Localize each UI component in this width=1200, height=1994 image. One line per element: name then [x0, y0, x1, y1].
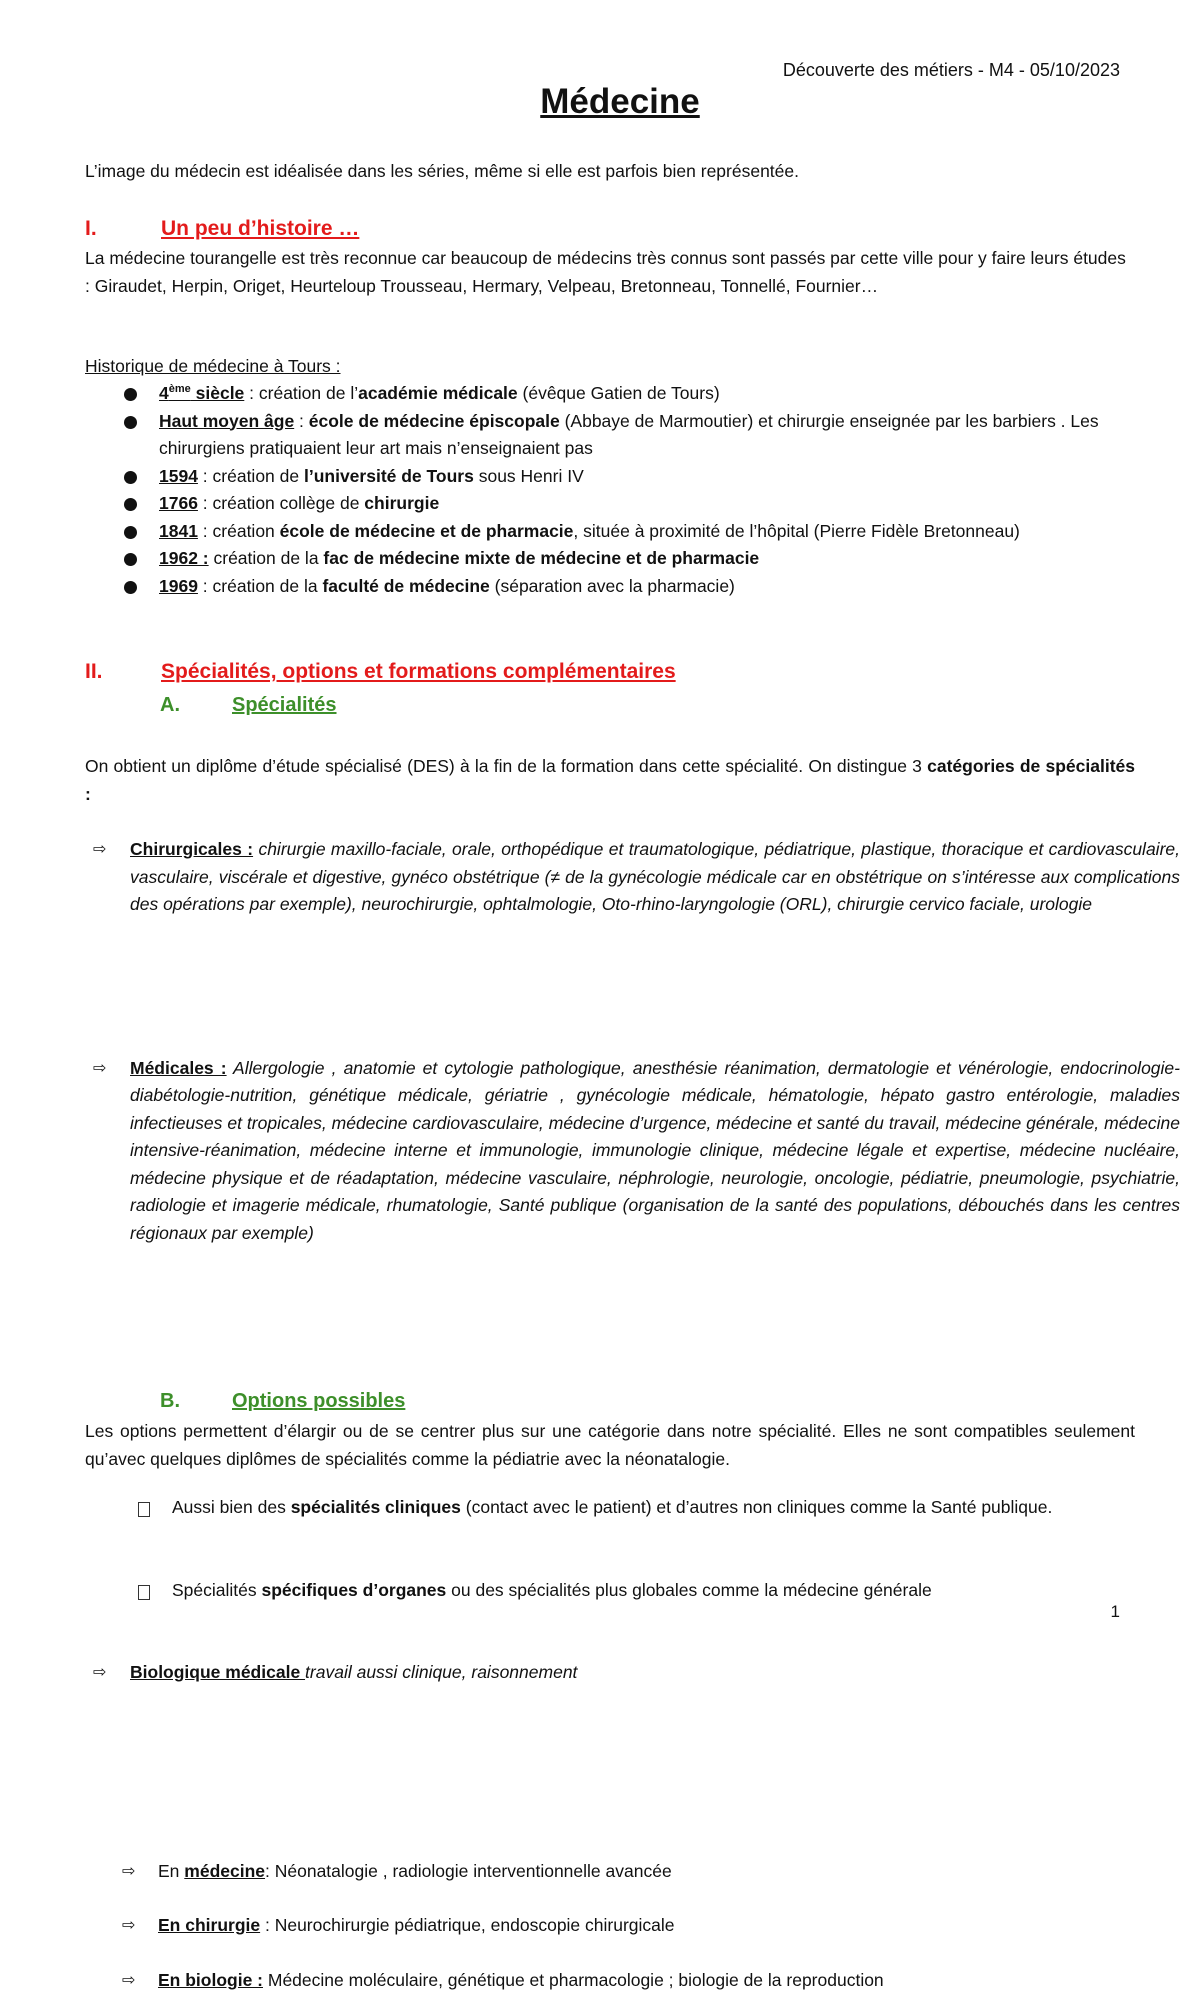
- item-text-bold: faculté de médecine: [322, 576, 489, 596]
- item-text-a: :: [294, 411, 309, 431]
- section-title: Un peu d’histoire …: [161, 217, 359, 240]
- list-item: [85, 408, 1135, 463]
- sub-text-a: Spécialités: [172, 1580, 262, 1600]
- arrow-icon: ⇨: [93, 1659, 106, 1687]
- arrow-icon: ⇨: [93, 1055, 106, 1083]
- list-item-medicales: [85, 1055, 1180, 1248]
- item-key: 4: [159, 383, 169, 403]
- item-text: chirurgie maxillo-faciale, orale, orthopédique et traumatologique, pédiatrique, plastique, thoracique et cardiovasculaire, vasculaire, viscérale et digestive, gynéco obstétrique (≠ de la gynécologie médicale car en obstétrique on s’intéresse aux complications des opérations par exemple), neurochirurgie, ophtalmologie, Oto-rhino-laryngologie (ORL), chirurgie cervico faciale, urologie: [130, 839, 1180, 914]
- item-key: 1594: [159, 466, 198, 486]
- bullet-icon: [124, 498, 137, 511]
- subsection-title: Options possibles: [232, 1390, 405, 1412]
- section-title: Spécialités, options et formations complémentaires: [161, 660, 676, 683]
- history-list: [85, 380, 1135, 600]
- bullet-icon: [124, 553, 137, 566]
- subsection-number: A.: [160, 692, 232, 720]
- section-heading-1: [85, 215, 1135, 243]
- item-label: Chirurgicales :: [130, 839, 253, 859]
- intro-paragraph: L’image du médecin est idéalisée dans les séries, même si elle est parfois bien représentée.: [85, 158, 1135, 186]
- sub-text-bold: spécialités cliniques: [291, 1497, 461, 1517]
- option-item-biologie: [85, 1967, 1200, 1994]
- item-text-bold: fac de médecine mixte de médecine et de pharmacie: [323, 548, 759, 568]
- option-pre: En: [158, 1861, 184, 1881]
- bullet-icon: [124, 581, 137, 594]
- item-text-bold: académie médicale: [358, 383, 518, 403]
- arrow-icon: ⇨: [93, 836, 106, 864]
- sub-item-cliniques: [85, 1494, 1200, 1522]
- item-text: travail aussi clinique, raisonnement: [305, 1662, 577, 1682]
- item-text-c: (Abbaye de Marmoutier) et chirurgie enseignée par les barbiers . Les chirurgiens pratiquaient leur art mais n’enseignaient pas: [159, 411, 1099, 459]
- item-key: 1969: [159, 576, 198, 596]
- bullet-icon: [124, 471, 137, 484]
- bullet-icon: [124, 388, 137, 401]
- item-text-a: : création de l’: [244, 383, 358, 403]
- sub-item-organes: [85, 1577, 1200, 1605]
- item-text-c: , située à proximité de l’hôpital (Pierre Fidèle Bretonneau): [573, 521, 1019, 541]
- item-key-2: siècle: [191, 383, 245, 403]
- section-heading-2: [85, 658, 1135, 686]
- section-number: I.: [85, 215, 161, 243]
- item-text-bold: chirurgie: [364, 493, 439, 513]
- item-key: 1841: [159, 521, 198, 541]
- options-paragraph: Les options permettent d’élargir ou de se centrer plus sur une catégorie dans notre spécialité. Elles ne sont compatibles seulement qu’avec quelques diplômes de spécialités comme la pédiatrie avec la néonatalogie.: [85, 1418, 1135, 1473]
- course-header: Découverte des métiers - M4 - 05/10/2023: [783, 60, 1120, 81]
- des-text: On obtient un diplôme d’étude spécialisé (DES) à la fin de la formation dans cette spécialité. On distingue 3: [85, 756, 927, 776]
- subsection-number: B.: [160, 1388, 232, 1416]
- item-text-a: : création: [198, 521, 280, 541]
- list-item: [85, 380, 1135, 408]
- list-item: [85, 573, 1135, 601]
- sub-text-bold: spécifiques d’organes: [262, 1580, 447, 1600]
- arrow-icon: ⇨: [122, 1858, 135, 1886]
- sub-text-c: (contact avec le patient) et d’autres non cliniques comme la Santé publique.: [461, 1497, 1052, 1517]
- sub-text-c: ou des spécialités plus globales comme la médecine générale: [446, 1580, 931, 1600]
- page-title: Médecine: [0, 82, 1200, 122]
- item-text-bold: école de médecine et de pharmacie: [280, 521, 574, 541]
- section-number: II.: [85, 658, 161, 686]
- item-label: Biologique médicale: [130, 1662, 305, 1682]
- subsection-title: Spécialités: [232, 694, 337, 716]
- history-list-container: [85, 380, 1135, 600]
- item-text-c: (séparation avec la pharmacie): [490, 576, 735, 596]
- item-text-a: création de la: [209, 548, 324, 568]
- arrow-icon: ⇨: [122, 1967, 135, 1994]
- item-label: Médicales :: [130, 1058, 227, 1078]
- option-label: En biologie :: [158, 1970, 263, 1990]
- list-item-biologique: [85, 1659, 1180, 1687]
- item-text-a: : création collège de: [198, 493, 364, 513]
- item-text-bold: l’université de Tours: [304, 466, 474, 486]
- option-item-medecine: [85, 1858, 1200, 1886]
- des-text-bold: catégories de spécialités :: [85, 756, 1135, 804]
- item-text-a: : création de: [198, 466, 304, 486]
- item-key: 1766: [159, 493, 198, 513]
- item-key: Haut moyen âge: [159, 411, 294, 431]
- item-text-bold: école de médecine épiscopale: [309, 411, 560, 431]
- item-text-a: : création de la: [198, 576, 323, 596]
- sub-text-a: Aussi bien des: [172, 1497, 291, 1517]
- list-item: [85, 490, 1135, 518]
- option-text: : Néonatalogie , radiologie interventionnelle avancée: [265, 1861, 672, 1881]
- list-item: [85, 518, 1135, 546]
- item-key: 1962 :: [159, 548, 209, 568]
- option-text: : Neurochirurgie pédiatrique, endoscopie chirurgicale: [260, 1915, 674, 1935]
- square-bullet-icon: [138, 1585, 150, 1600]
- item-text-c: sous Henri IV: [474, 466, 584, 486]
- list-item: [85, 545, 1135, 573]
- square-bullet-icon: [138, 1502, 150, 1517]
- historique-label: Historique de médecine à Tours :: [85, 353, 1135, 381]
- page-number: 1: [1111, 1602, 1120, 1622]
- des-paragraph: [85, 753, 1135, 808]
- arrow-icon: ⇨: [122, 1912, 135, 1940]
- history-paragraph: La médecine tourangelle est très reconnue car beaucoup de médecins très connus sont passés par cette ville pour y faire leurs études : Giraudet, Herpin, Origet, Heurteloup Trousseau, Hermary, Velpeau, Bretonneau, Tonnellé, Fournier…: [85, 245, 1135, 300]
- bullet-icon: [124, 416, 137, 429]
- bullet-icon: [124, 526, 137, 539]
- item-key-sup: ème: [169, 383, 191, 395]
- list-item-chirurgicales: [85, 836, 1180, 919]
- list-item: [85, 463, 1135, 491]
- item-text-c: (évêque Gatien de Tours): [518, 383, 720, 403]
- subsection-heading-b: [160, 1388, 1060, 1416]
- option-item-chirurgie: [85, 1912, 1200, 1940]
- subsection-heading-a: [160, 692, 1060, 720]
- item-text: Allergologie , anatomie et cytologie pathologique, anesthésie réanimation, dermatologie et vénérologie, endocrinologie-diabétologie-nutrition, génétique médicale, gériatrie , gynécologie médicale, hématologie, hépato gastro entérologie, maladies infectieuses et tropicales, médecine cardiovasculaire, médecine d’urgence, médecine et santé du travail, médecine générale, médecine intensive-réanimation, médecine interne et immunologie, immunologie clinique, médecine légale et expertise, médecine nucléaire, médecine physique et de réadaptation, médecine vasculaire, néphrologie, neurologie, oncologie, pédiatrie, pneumologie, psychiatrie, radiologie et imagerie médicale, rhumatologie, Santé publique (organisation de la santé des populations, débouchés dans les centres régionaux par exemple): [130, 1058, 1180, 1243]
- option-label: médecine: [184, 1861, 265, 1881]
- option-text: Médecine moléculaire, génétique et pharmacologie ; biologie de la reproduction: [263, 1970, 884, 1990]
- option-label: En chirurgie: [158, 1915, 260, 1935]
